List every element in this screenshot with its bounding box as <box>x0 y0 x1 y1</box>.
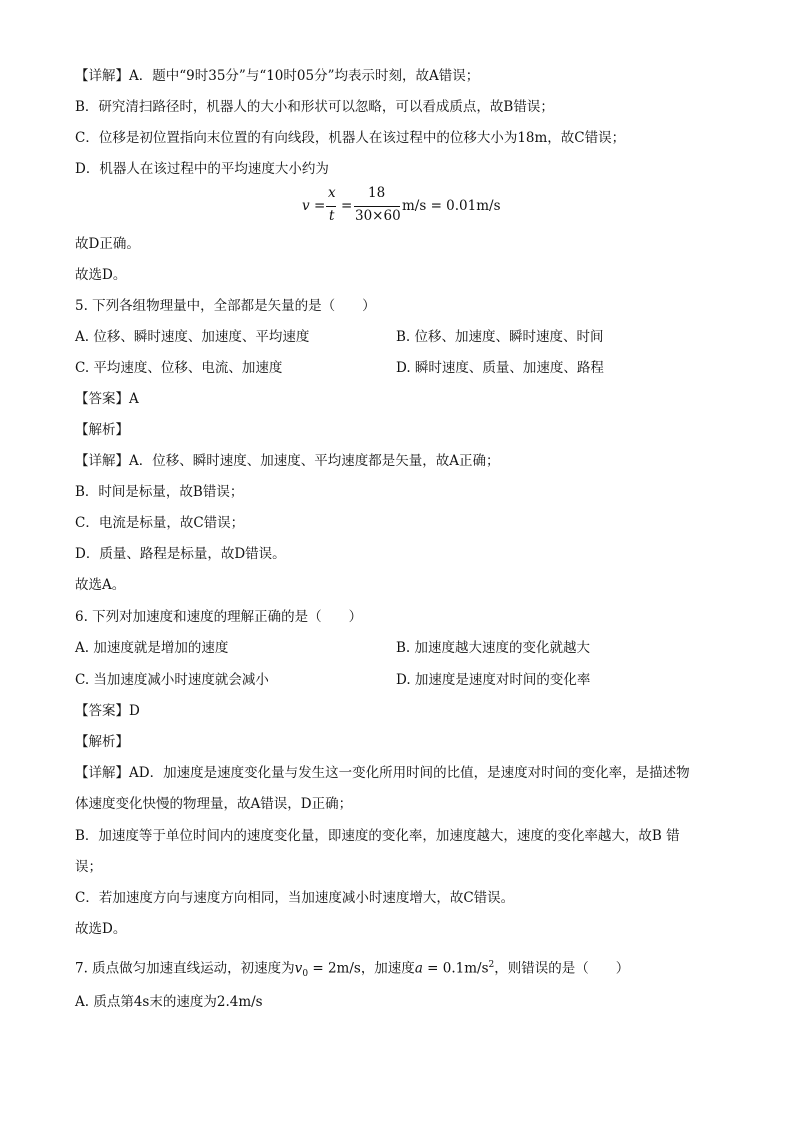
question-7-v0-subscript: 0 <box>302 969 309 980</box>
question-6-option-c: C. 当加速度减小时速度就会减小 <box>75 672 269 688</box>
formula-v: v <box>302 198 310 214</box>
question-5-analysis-heading: 【解析】 <box>75 422 129 438</box>
question-6-detail-b-2: 误； <box>75 859 102 875</box>
question-7-a-superscript: 2 <box>488 960 495 970</box>
question-6-detail-b-1: B．加速度等于单位时间内的速度变化量，即速度的变化率，加速度越大，速度的变化率越大，故B 错 <box>75 828 680 844</box>
question-6-stem: 6. 下列对加速度和速度的理解正确的是（ ） <box>75 609 363 625</box>
question-6-option-a: A. 加速度就是增加的速度 <box>75 640 229 656</box>
question-5-option-d: D. 瞬时速度、质量、加速度、路程 <box>396 360 604 376</box>
explanation-line-b: B．研究清扫路径时，机器人的大小和形状可以忽略，可以看成质点，故B错误； <box>75 99 554 115</box>
explanation-line-a: 【详解】A．题中“9时35分”与“10时05分”均表示时刻，故A错误； <box>75 68 480 84</box>
question-5-stem: 5. 下列各组物理量中，全部都是矢量的是（ ） <box>75 298 376 314</box>
explanation-line-c: C．位移是初位置指向末位置的有向线段，机器人在该过程中的位移大小为18m，故C错误； <box>75 130 626 146</box>
formula-eq1: = <box>314 198 326 214</box>
question-5-option-b: B. 位移、加速度、瞬时速度、时间 <box>396 329 604 345</box>
answer-choice-line: 故选D。 <box>75 267 127 283</box>
conclusion-line: 故D正确。 <box>75 236 140 252</box>
question-6-detail-ad-2: 体速度变化快慢的物理量，故A错误，D正确； <box>75 796 353 812</box>
question-7-stem <box>75 955 715 984</box>
question-5-answer: 【答案】A <box>75 391 139 407</box>
formula-result: m/s = 0.01m/s <box>402 198 501 214</box>
question-5-detail-c: C．电流是标量，故C错误； <box>75 515 245 531</box>
question-6-analysis-heading: 【解析】 <box>75 734 129 750</box>
question-6-answer: 【答案】D <box>75 703 140 719</box>
question-5-detail-b: B．时间是标量，故B错误； <box>75 484 244 500</box>
average-velocity-formula <box>300 186 520 228</box>
question-7-option-a: A. 质点第4s末的速度为2.4m/s <box>75 994 263 1010</box>
question-6-option-b: B. 加速度越大速度的变化就越大 <box>396 640 591 656</box>
question-5-choice: 故选A。 <box>75 577 126 593</box>
question-6-detail-ad-1: 【详解】AD．加速度是速度变化量与发生这一变化所用时间的比值，是速度对时间的变化率，是描述物 <box>75 765 690 781</box>
formula-t: t <box>329 208 335 224</box>
question-7-stem-prefix: 7. 质点做匀加速直线运动，初速度为 <box>75 960 295 977</box>
question-5-detail-d: D．质量、路程是标量，故D错误。 <box>75 546 286 562</box>
question-7-stem-suffix: ，则错误的是（ ） <box>494 960 630 977</box>
question-7-v0-value: = 2m/s <box>308 960 361 977</box>
question-5-detail-a: 【详解】A．位移、瞬时速度、加速度、平均速度都是矢量，故A正确； <box>75 453 500 469</box>
fraction-bar-1 <box>326 206 336 207</box>
question-6-choice: 故选D。 <box>75 921 127 937</box>
question-5-option-a: A. 位移、瞬时速度、加速度、平均速度 <box>75 329 310 345</box>
question-6-detail-c: C．若加速度方向与速度方向相同，当加速度减小时速度增大，故C错误。 <box>75 890 515 906</box>
formula-numerator: 18 <box>368 185 386 201</box>
fraction-bar-2 <box>354 206 400 207</box>
formula-eq2: = <box>341 198 353 214</box>
question-6-option-d: D. 加速度是速度对时间的变化率 <box>396 672 591 688</box>
question-7-a-value: = 0.1m/s <box>422 960 489 977</box>
question-7-v0-symbol: v <box>294 960 303 977</box>
question-5-option-c: C. 平均速度、位移、电流、加速度 <box>75 360 283 376</box>
formula-denominator: 30×60 <box>355 208 401 224</box>
question-7-stem-middle: ，加速度 <box>360 960 415 977</box>
formula-x: x <box>328 185 336 201</box>
explanation-line-d: D．机器人在该过程中的平均速度大小约为 <box>75 161 329 177</box>
question-7-a-symbol: a <box>414 960 423 977</box>
